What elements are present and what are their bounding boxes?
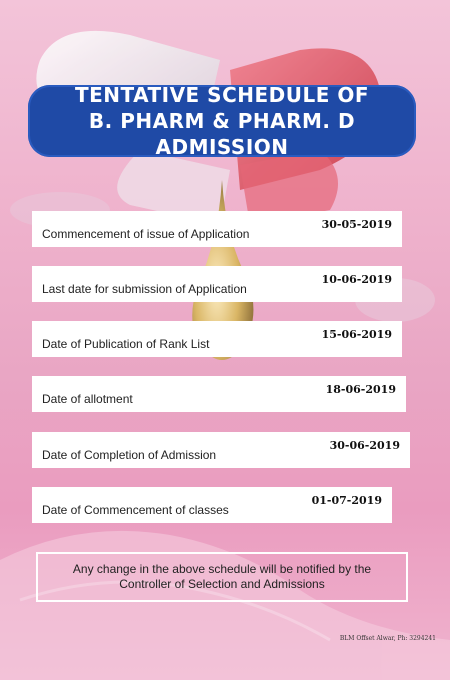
schedule-date: 30-05-2019 [321,217,392,231]
schedule-row [32,487,392,523]
schedule-row [32,432,410,468]
schedule-date: 10-06-2019 [321,272,392,286]
schedule-label: Date of Publication of Rank List [42,337,210,351]
schedule-row [32,321,402,357]
schedule-date: 18-06-2019 [325,382,396,396]
schedule-date: 15-06-2019 [321,327,392,341]
schedule-row [32,266,402,302]
schedule-date: 01-07-2019 [311,493,382,507]
schedule-row [32,211,402,247]
schedule-label: Date of allotment [42,392,133,406]
schedule-label: Commencement of issue of Application [42,227,250,241]
schedule-label: Date of Commencement of classes [42,503,229,517]
notice-line-2: Controller of Selection and Admissions [119,577,325,591]
notice-line-1: Any change in the above schedule will be notified by the [72,562,372,576]
title-line-2: B. PHARM & PHARM. D ADMISSION [88,109,356,159]
schedule-change-notice [36,552,408,602]
schedule-label: Last date for submission of Application [42,282,247,296]
title-banner [28,85,416,157]
title-line-1: TENTATIVE SCHEDULE OF [74,83,370,107]
schedule-date: 30-06-2019 [329,438,400,452]
schedule-row [32,376,406,412]
schedule-label: Date of Completion of Admission [42,448,217,462]
printer-credit: BLM Offset Alwar, Ph: 3294241 [339,635,436,642]
